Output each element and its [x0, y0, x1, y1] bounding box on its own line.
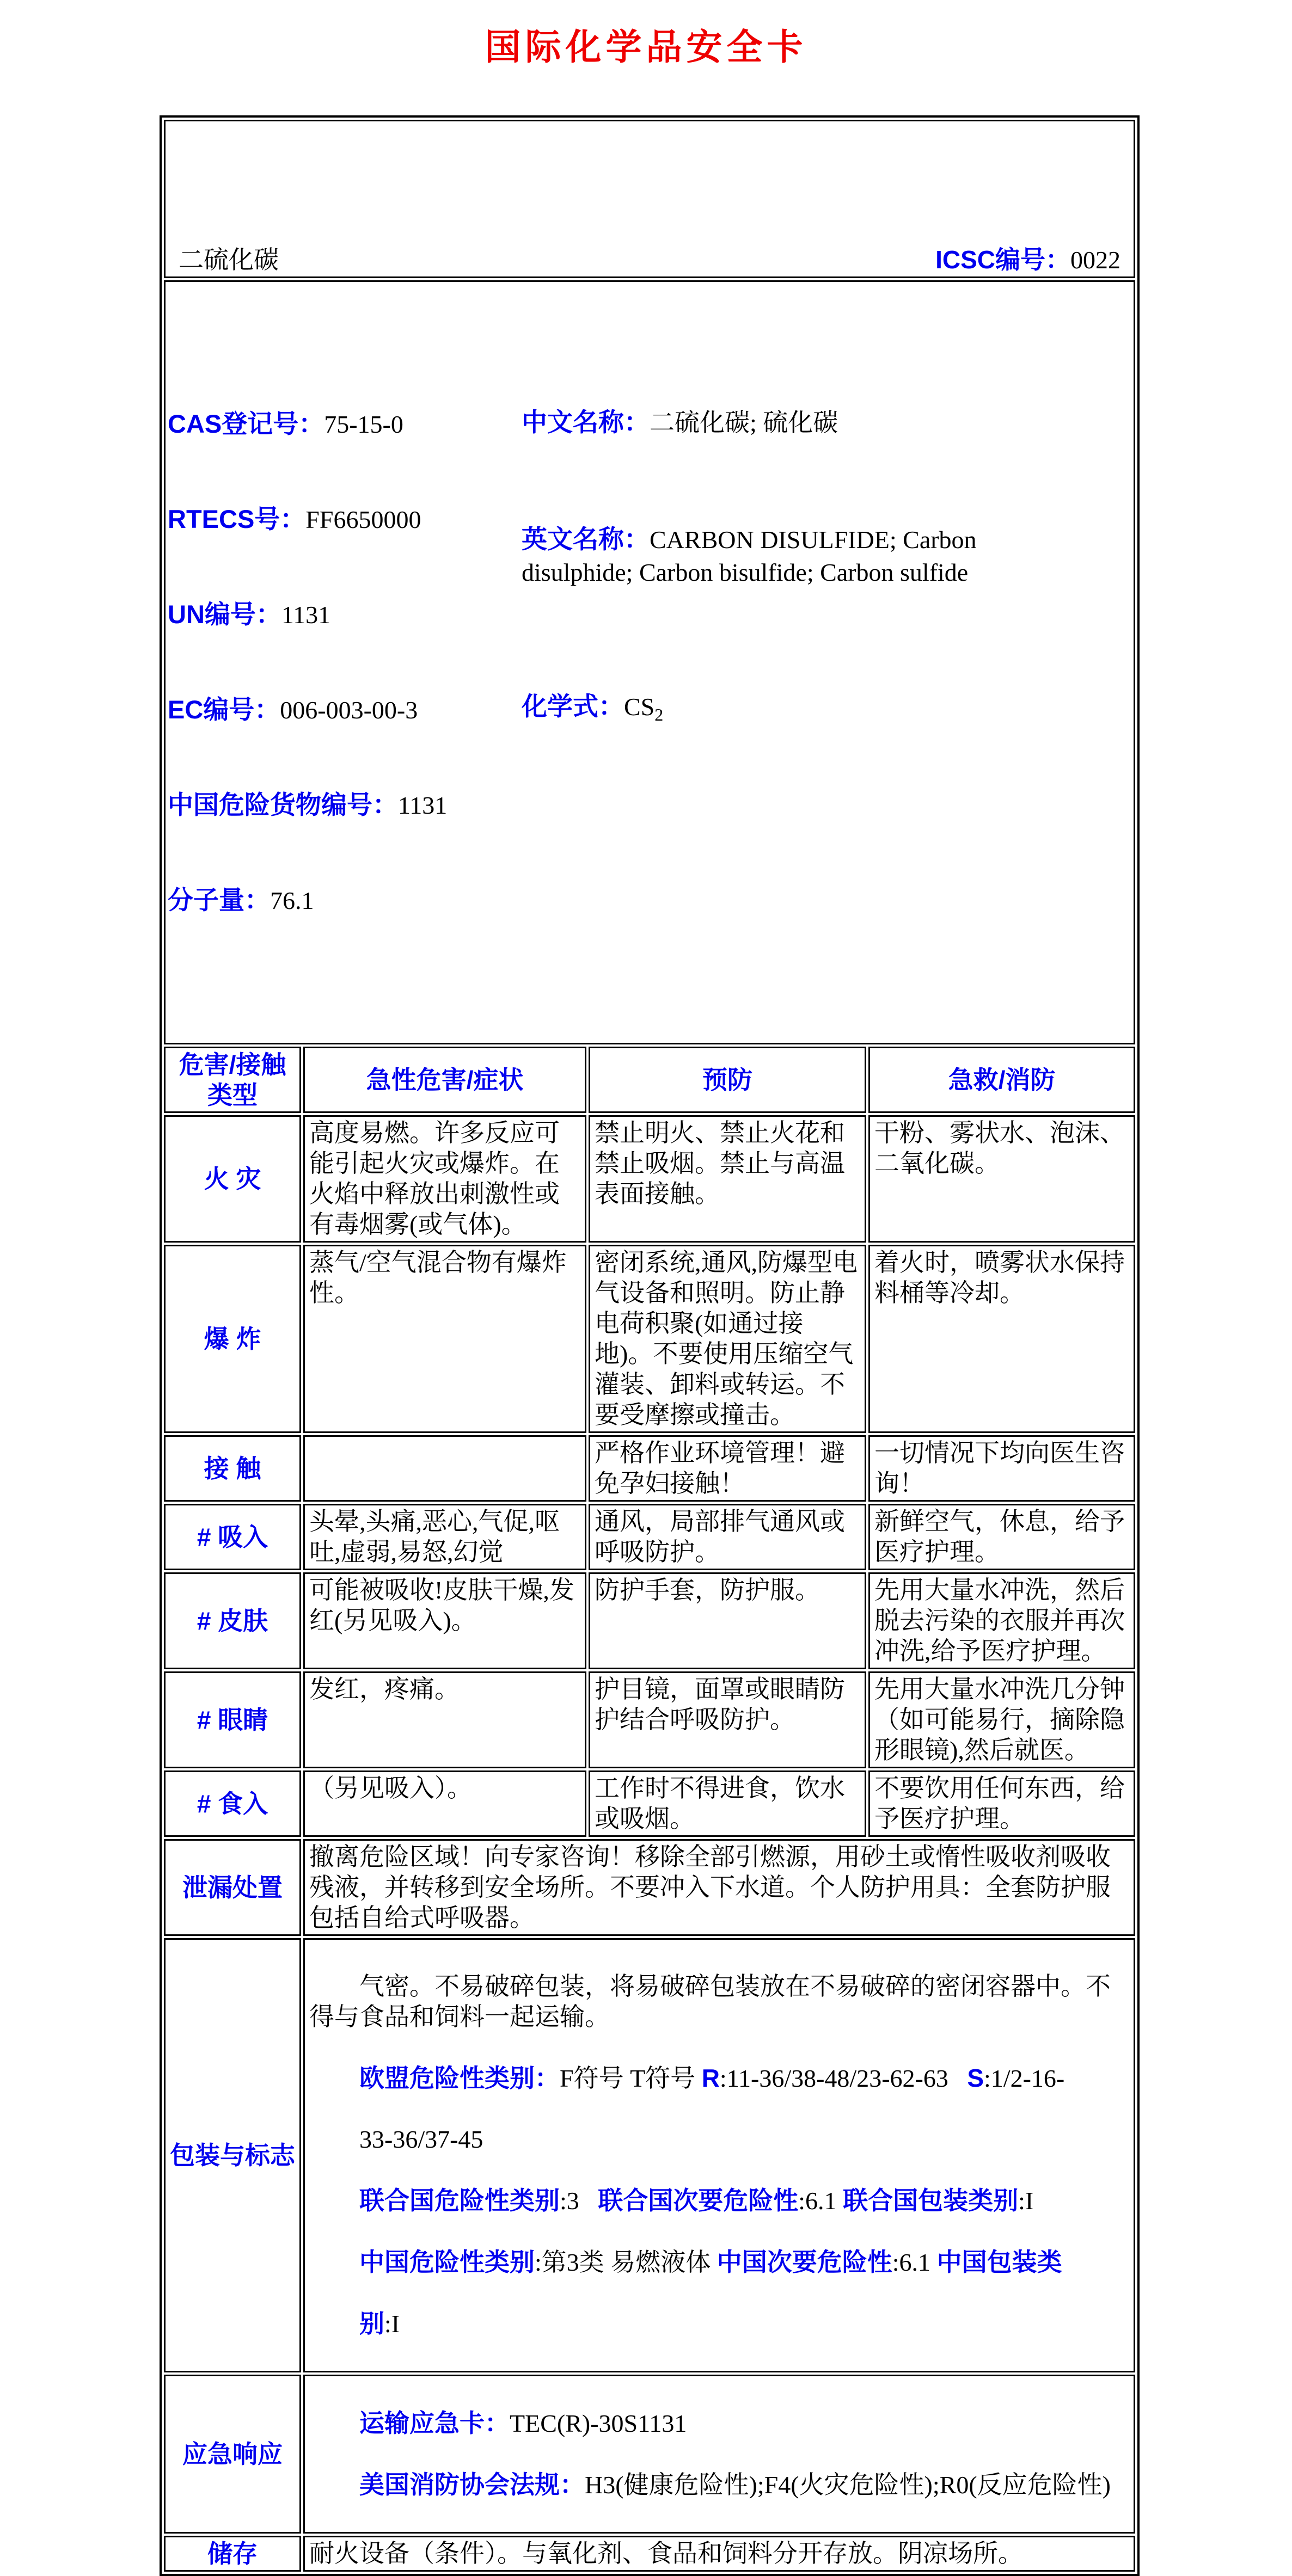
table-row-fire [164, 1115, 1135, 1243]
tec-card-value: TEC(R)-30S1131 [510, 2409, 687, 2437]
identification-row [164, 280, 1135, 1044]
explosion-response: 着火时，喷雾状水保持料桶等冷却。 [868, 1245, 1135, 1433]
storage-label: 储存 [164, 2536, 301, 2572]
un-subsidiary-value: :6.1 [798, 2187, 843, 2215]
spillage-text: 撤离危险区域！向专家咨询！移除全部引燃源，用砂土或惰性吸收剂吸收残液，并转移到安全场所。不要冲入下水道。个人防护用具：全套防护服包括自给式呼吸器。 [303, 1839, 1135, 1936]
un-label: UN编号： [168, 600, 281, 629]
fire-response: 干粉、雾状水、泡沫、二氧化碳。 [868, 1115, 1135, 1243]
eyes-prevention: 护目镜，面罩或眼睛防护结合呼吸防护。 [589, 1671, 866, 1768]
rtecs-label: RTECS号： [168, 505, 306, 533]
rtecs-value: FF6650000 [305, 506, 421, 533]
table-row-eyes [164, 1671, 1135, 1768]
card-title-cell [164, 120, 1135, 278]
inhalation-response: 新鲜空气，休息，给予医疗护理。 [868, 1504, 1135, 1570]
nfpa-label: 美国消防协会法规： [359, 2470, 585, 2499]
un-subsidiary-label: 联合国次要危险性 [598, 2186, 799, 2215]
header-acute-symptoms: 急性危害/症状 [303, 1047, 586, 1113]
header-hazard-type [164, 1047, 301, 1113]
identification-cell [164, 280, 1135, 1044]
cas-value: 75-15-0 [324, 410, 403, 438]
chinese-name-value: 二硫化碳; 硫化碳 [650, 409, 838, 436]
english-name-label: 英文名称： [522, 525, 650, 554]
table-row-emergency [164, 2375, 1135, 2534]
nfpa-value: H3(健康危险性);F4(火灾危险性);R0(反应危险性) [585, 2471, 1111, 2499]
icsc-number-value: 0022 [1070, 246, 1121, 274]
table-row-inhalation [164, 1504, 1135, 1570]
explosion-label: 爆 炸 [164, 1245, 301, 1433]
storage-text: 耐火设备（条件）。与氧化剂、食品和饲料分开存放。阴凉场所。 [303, 2536, 1135, 2572]
r-phrase-value: :11-36/38-48/23-62-63 [719, 2064, 968, 2092]
cn-class-label: 中国危险性类别 [359, 2248, 535, 2276]
cn-packing-group-label-1: 中国包装类 [936, 2248, 1062, 2276]
tec-card-label: 运输应急卡： [359, 2409, 510, 2437]
cas-label: CAS登记号： [168, 409, 324, 438]
table-row-skin [164, 1572, 1135, 1669]
emergency-content [303, 2375, 1135, 2534]
ingestion-label: # 食入 [164, 1770, 301, 1837]
exposure-label: 接 触 [164, 1435, 301, 1502]
fire-prevention: 禁止明火、禁止火花和禁止吸烟。禁止与高温表面接触。 [589, 1115, 866, 1243]
packaging-intro: 气密。不易破碎包装，将易破碎包装放在不易破碎的密闭容器中。不得与食品和饲料一起运输。 [309, 1972, 1111, 2031]
molecular-weight-line [168, 883, 522, 918]
header-first-aid: 急救/消防 [868, 1047, 1135, 1113]
english-name-line [522, 523, 1131, 589]
exposure-symptoms [303, 1435, 586, 1502]
skin-response: 先用大量水冲洗，然后脱去污染的衣服并再次冲洗,给予医疗护理。 [868, 1572, 1135, 1669]
emergency-label: 应急响应 [164, 2375, 301, 2534]
inhalation-symptoms: 头晕,头痛,恶心,气促,呕吐,虚弱,易怒,幻觉 [303, 1504, 586, 1570]
un-number-line [168, 598, 522, 632]
un-value: 1131 [281, 601, 331, 629]
eu-symbols: F符号 T符号 [560, 2064, 702, 2092]
skin-symptoms: 可能被吸收!皮肤干燥,发红(另见吸入)。 [303, 1572, 586, 1669]
china-dg-number-line [168, 788, 522, 822]
formula-subscript: 2 [654, 705, 664, 725]
fire-label: 火 灾 [164, 1115, 301, 1243]
icsc-number-label: ICSC编号： [935, 245, 1071, 274]
chinese-name-label: 中文名称： [522, 408, 650, 436]
ingestion-response: 不要饮用任何东西，给予医疗护理。 [868, 1770, 1135, 1837]
molecular-weight-value: 76.1 [270, 887, 314, 914]
eu-class-label: 欧盟危险性类别： [359, 2064, 560, 2092]
r-phrase-label: R [701, 2064, 720, 2092]
formula-value: CS [624, 693, 655, 721]
ec-value: 006-003-00-3 [280, 696, 418, 724]
un-class-value: :3 [560, 2187, 598, 2215]
s-phrase-label: S [967, 2064, 984, 2092]
cas-number-line [168, 407, 522, 441]
inhalation-prevention: 通风，局部排气通风或呼吸防护。 [589, 1504, 866, 1570]
cn-packing-group-value: :I [384, 2310, 400, 2338]
icsc-document-page [0, 26, 1292, 2576]
skin-prevention: 防护手套，防护服。 [589, 1572, 866, 1669]
s-phrase-value-1: :1/2-16- [984, 2064, 1065, 2092]
rtecs-number-line [168, 502, 522, 537]
icsc-number-group [935, 244, 1120, 275]
inhalation-label: # 吸入 [164, 1504, 301, 1570]
eyes-label: # 眼睛 [164, 1671, 301, 1768]
spillage-label: 泄漏处置 [164, 1839, 301, 1936]
exposure-response: 一切情况下均向医生咨询！ [868, 1435, 1135, 1502]
table-row-storage [164, 2536, 1135, 2572]
packaging-content [303, 1938, 1135, 2372]
cn-packing-group-label-2: 别 [359, 2309, 384, 2338]
explosion-prevention: 密闭系统,通风,防爆型电气设备和照明。防止静电荷积聚(如通过接地)。不要使用压缩空气灌装、卸料或转运。不要受摩擦或撞击。 [589, 1245, 866, 1433]
un-class-label: 联合国危险性类别 [359, 2186, 560, 2215]
exposure-prevention: 严格作业环境管理！避免孕妇接触！ [589, 1435, 866, 1502]
table-row-packaging [164, 1938, 1135, 2372]
cn-subsidiary-value: :6.1 [892, 2248, 937, 2276]
header-hazard-type-line1: 危害/接触 [179, 1050, 286, 1079]
page-title: 国际化学品安全卡 [485, 28, 807, 67]
table-row-explosion [164, 1245, 1135, 1433]
english-name-value-2: disulphide; Carbon bisulfide; Carbon sulfide [522, 558, 969, 586]
substance-name: 二硫化碳 [179, 245, 279, 274]
packaging-label: 包装与标志 [164, 1938, 301, 2372]
table-row-spillage [164, 1839, 1135, 1936]
chinese-name-line [522, 407, 1131, 438]
un-packing-group-label: 联合国包装类别 [843, 2186, 1019, 2215]
s-phrase-value-2: 33-36/37-45 [359, 2125, 483, 2153]
hazard-table-header [164, 1047, 1135, 1113]
header-hazard-type-line2: 类型 [207, 1081, 258, 1109]
english-name-value-1: CARBON DISULFIDE; Carbon [650, 526, 977, 554]
cn-class-value: :第3类 易燃液体 [535, 2248, 717, 2276]
ec-number-line [168, 693, 522, 727]
ingestion-prevention: 工作时不得进食，饮水或吸烟。 [589, 1770, 866, 1837]
eyes-symptoms: 发红，疼痛。 [303, 1671, 586, 1768]
eyes-response: 先用大量水冲洗几分钟（如可能易行，摘除隐形眼镜),然后就医。 [868, 1671, 1135, 1768]
formula-label: 化学式： [522, 692, 624, 721]
molecular-weight-label: 分子量： [168, 886, 270, 914]
explosion-symptoms: 蒸气/空气混合物有爆炸性。 [303, 1245, 586, 1433]
ingestion-symptoms: （另见吸入）。 [303, 1770, 586, 1837]
ec-label: EC编号： [168, 695, 280, 724]
skin-label: # 皮肤 [164, 1572, 301, 1669]
identifier-list [168, 346, 522, 979]
card-title-row [164, 120, 1135, 278]
formula-line [522, 691, 1131, 730]
un-packing-group-value: :I [1018, 2187, 1034, 2215]
table-row-exposure [164, 1435, 1135, 1502]
header-prevention: 预防 [589, 1047, 866, 1113]
china-dg-value: 1131 [398, 791, 448, 819]
icsc-card-table [160, 115, 1140, 2576]
table-row-ingestion [164, 1770, 1135, 1837]
cn-subsidiary-label: 中国次要危险性 [717, 2248, 892, 2276]
name-block [522, 346, 1131, 979]
china-dg-label: 中国危险货物编号： [168, 790, 398, 819]
fire-symptoms: 高度易燃。许多反应可能引起火灾或爆炸。在火焰中释放出刺激性或有毒烟雾(或气体)。 [303, 1115, 586, 1243]
